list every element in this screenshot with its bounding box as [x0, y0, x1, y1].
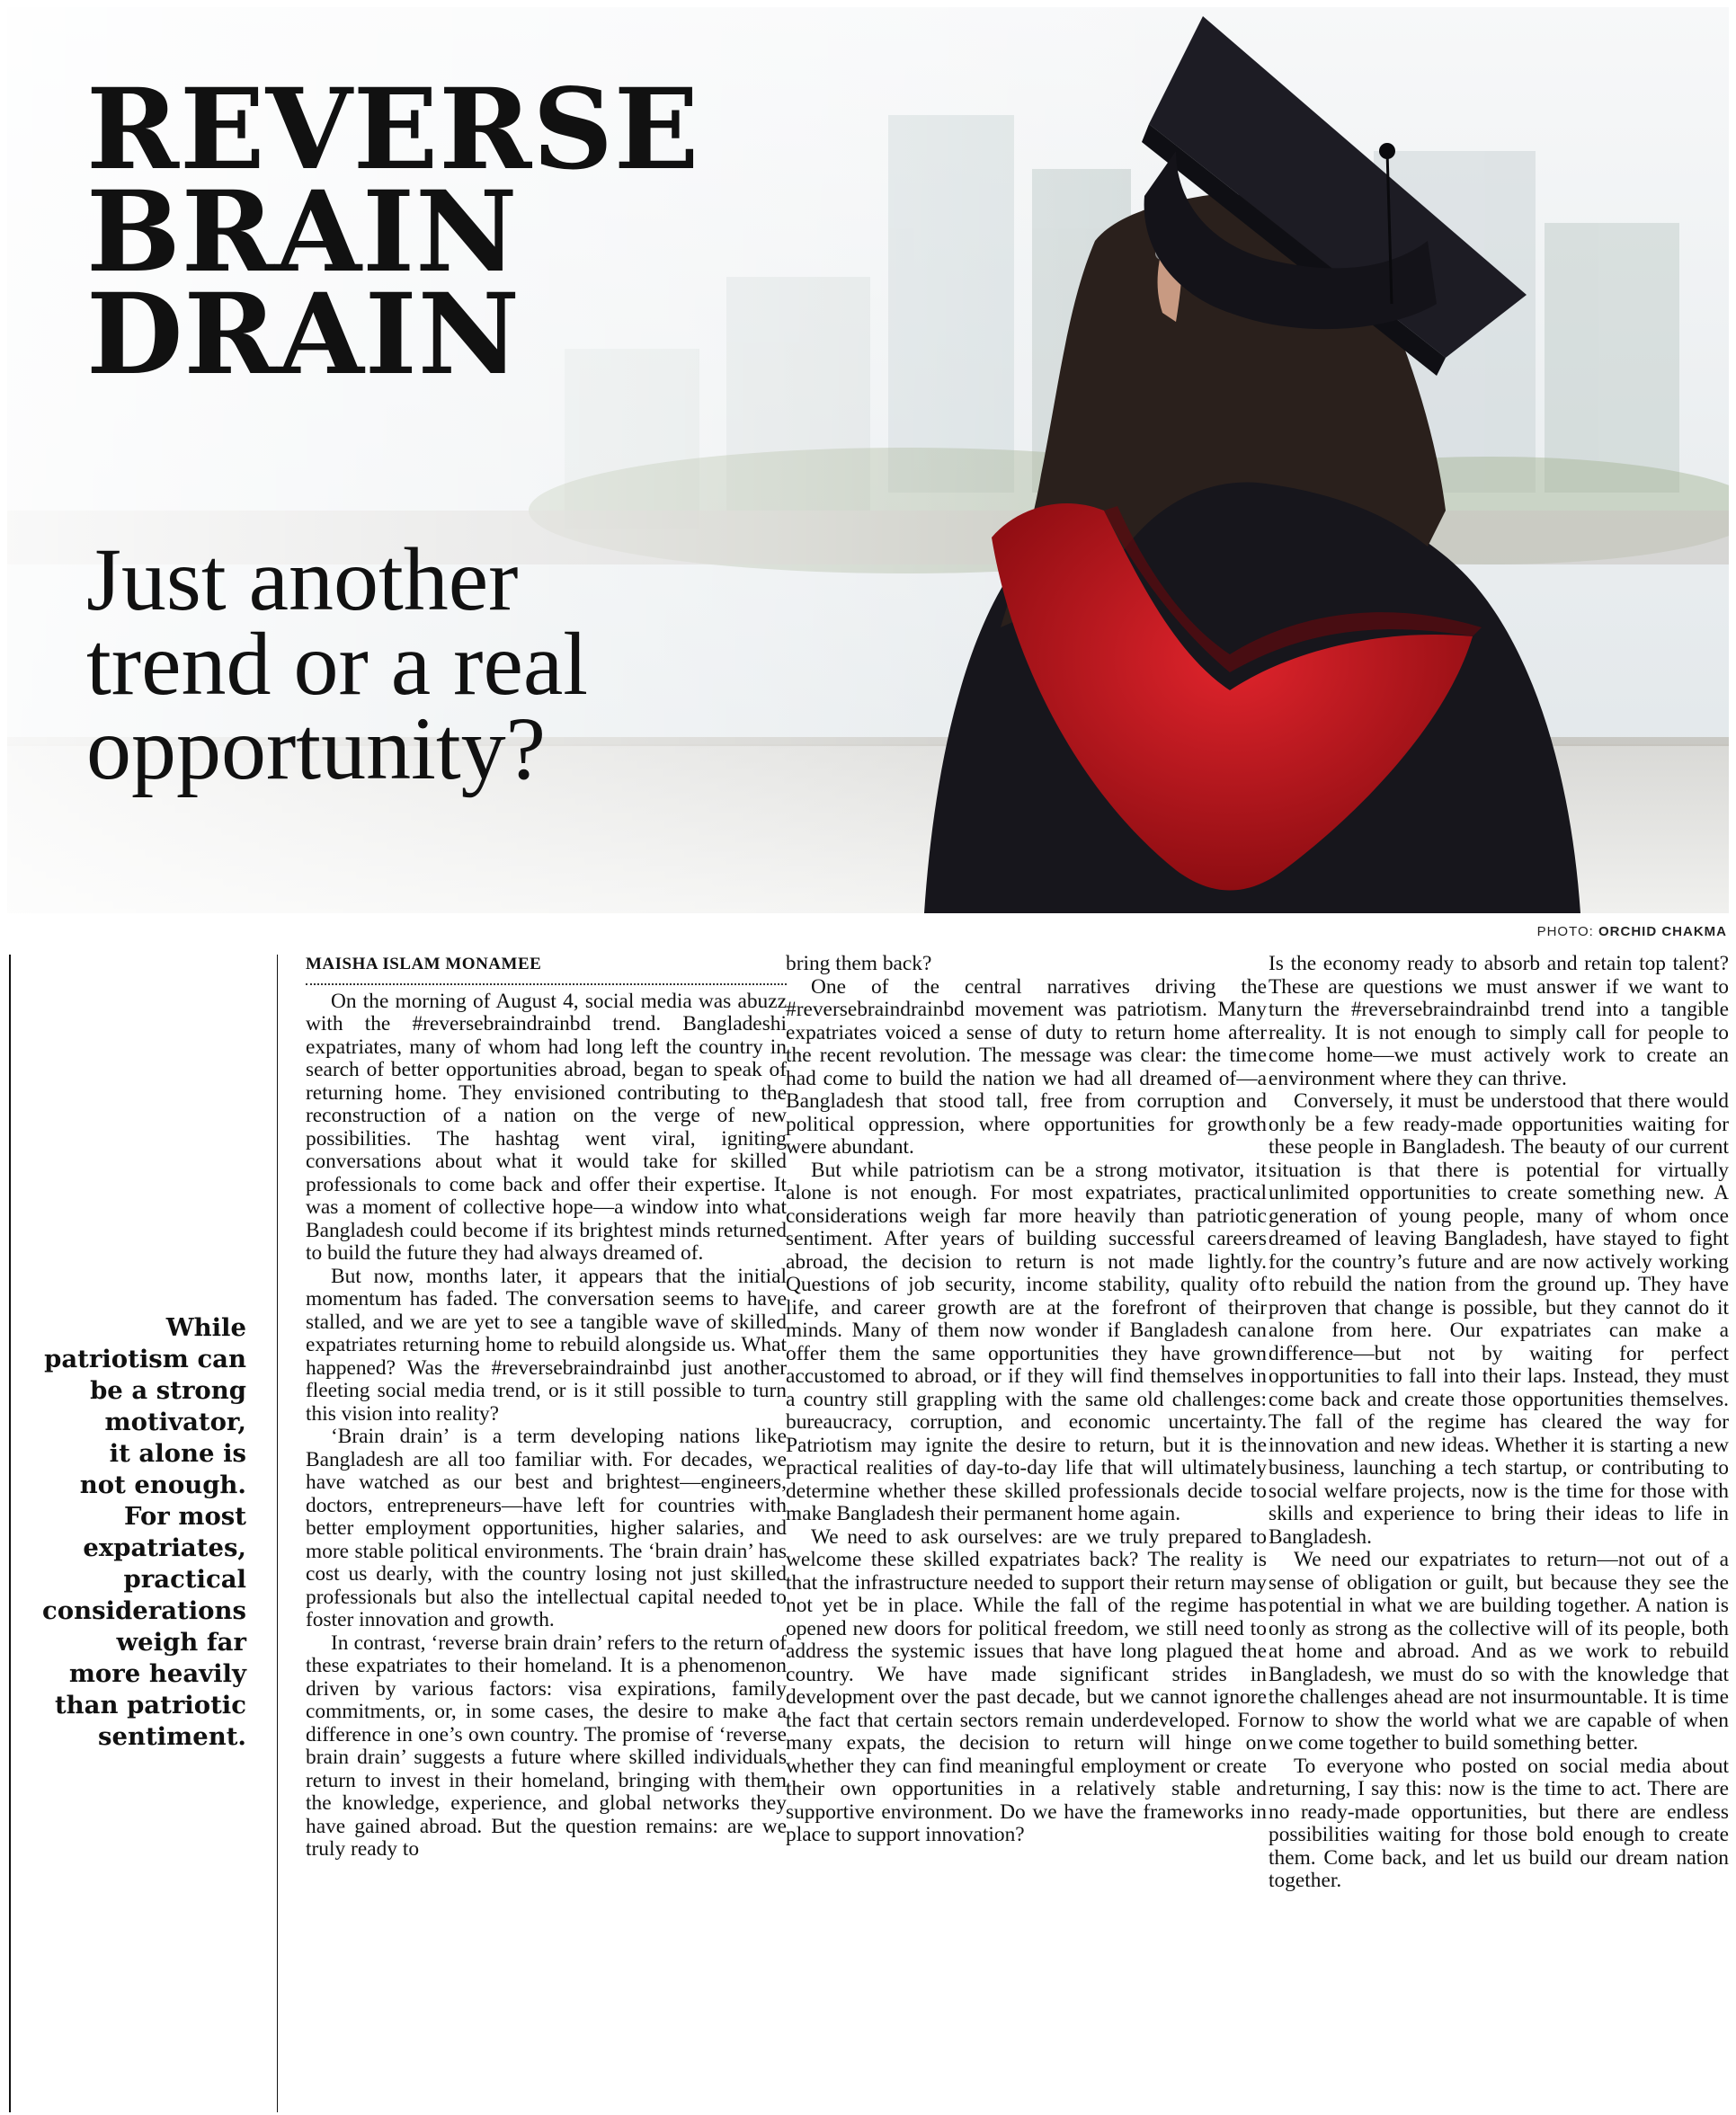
headline-subtitle — [86, 529, 589, 798]
pull-quote-line: motivator, — [104, 1408, 246, 1436]
article-paragraph: In contrast, ‘reverse brain drain’ refers to the return of these expatriates to their homeland. It is a phenomenon driven by various factors: visa expirations, family commitments, or, in some cases, the desire to make a difference in one’s own country. The promise of ‘reverse brain drain’ suggests a future where skilled individuals return to invest in their homeland, bringing with them the knowledge, experience, and global networks they have gained abroad. But the question remains: are we truly ready to — [306, 1631, 787, 1861]
article-paragraph: Conversely, it must be understood that there would only be a few ready-made opportunities waiting for these people in Bangladesh. The beauty of our current situation is that there is potential for virtually unlimited opportunities to create something new. A generation of young people, many of whom once dreamed of leaving Bangladesh, have stayed to fight for the country’s future and are now actively working to rebuild the nation from the ground up. They have proven that change is possible, but they cannot do it alone from here. Our expatriates can make a difference—but not by waiting for perfect opportunities to fall into their laps. Instead, they must come back and create those opportunities themselves. The fall of the regime has cleared the way for innovation and new ideas. Whether it is starting a new business, launching a tech startup, or contributing to social welfare projects, now is the time for those with skills and experience to bring their ideas to life in Bangladesh. — [1269, 1089, 1729, 1549]
article-column-2 — [786, 953, 1267, 1847]
column-rule — [277, 955, 278, 2112]
photo-credit — [1537, 924, 1727, 939]
article-column-3 — [1269, 953, 1729, 1893]
pull-quote-line: For most — [123, 1502, 246, 1531]
left-rule — [9, 955, 11, 2112]
article-paragraph: bring them back? — [786, 952, 932, 975]
article-paragraph: But now, months later, it appears that the initial momentum has faded. The conversation seems to have stalled, and we are yet to see a tangible wave of skilled expatriates returning home to rebuild alongside us. What happened? Was the #reversebraindrainbd just another fleeting social media trend, or is it still possible to turn this vision into reality? — [306, 1264, 787, 1426]
pull-quote-line: patriotism can — [44, 1345, 246, 1373]
article-paragraph: We need to ask ourselves: are we truly prepared to welcome these skilled expatriates back? The reality is that the infrastructure needed to support their return may not yet be in place. While the fall of the regime has opened new doors for political freedom, we still need to address the systemic issues that have long plagued the country. We have made significant strides in development over the past decade, but we cannot ignore the fact that certain sectors remain underdeveloped. For many expats, the decision to return will hinge on whether they can find meaningful employment or create their own opportunities in a relatively stable and supportive environment. Do we have the frameworks in place to support innovation? — [786, 1524, 1267, 1846]
headline-title — [86, 65, 700, 400]
byline: MAISHA ISLAM MONAMEE — [306, 953, 787, 985]
article-paragraph: One of the central narratives driving the #reversebraindrainbd movement was patriotism. Many expatriates voiced a sense of duty to return home after the recent revolution. The message was clear: the time had come to build the nation we had all dreamed of—a Bangladesh that stood tall, free from corruption and political oppression, where opportunities for growth were abundant. — [786, 974, 1267, 1159]
article-paragraph: ‘Brain drain’ is a term developing nations like Bangladesh are all too familiar with. For decades, we have watched as our best and brightest—engineers, doctors, entrepreneurs—have left for countries with better employment opportunities, higher salaries, and more stable political environments. The ‘brain drain’ has cost us dearly, with the country losing not just skilled professionals but also the intellectual capital needed to foster innovation and growth. — [306, 1425, 787, 1631]
article-paragraph: But while patriotism can be a strong motivator, it alone is not enough. For most expatriates, practical considerations weigh far more heavily than patriotic sentiment. After years of building successful careers abroad, the decision to return is not made lightly. Questions of job security, income stability, quality of life, and career growth are at the forefront of their minds. Many of them now wonder if Bangladesh can offer them the same opportunities they have grown accustomed to abroad, or if they will find themselves in a country still grappling with the same old challenges: bureaucracy, corruption, and economic uncertainty. Patriotism may ignite the desire to return, but it is the practical realities of day-to-day life that will ultimately determine whether these skilled professionals decide to make Bangladesh their permanent home again. — [786, 1158, 1267, 1525]
article-paragraph: To everyone who posted on social media about returning, I say this: now is the time to act. There are no ready-made opportunities, but there are endless possibilities waiting for those bold enough to create them. Come back, and let us build our dream nation together. — [1269, 1754, 1729, 1892]
pull-quote-line: considerations — [41, 1596, 246, 1625]
headline-line: BRAIN — [86, 167, 519, 298]
photo-credit-name: ORCHID CHAKMA — [1598, 924, 1727, 939]
hero-photo — [7, 7, 1729, 913]
article-paragraph: Is the economy ready to absorb and retain top talent? These are questions we must answer if we want to turn the #reversebraindrainbd trend into a tangible reality. It is not enough to simply call for people to come home—we must actively work to create an environment where they can thrive. — [1269, 952, 1729, 1090]
pull-quote-line: expatriates, — [83, 1533, 246, 1562]
pull-quote-line: practical — [123, 1565, 246, 1594]
article-column-1 — [306, 953, 787, 1862]
pull-quote-line: more heavily — [68, 1659, 246, 1688]
pull-quote-line: than patriotic — [54, 1691, 246, 1720]
pull-quote-line: be a strong — [90, 1376, 246, 1405]
pull-quote-line: sentiment. — [98, 1722, 246, 1751]
headline-line: DRAIN — [86, 270, 521, 400]
headline-line: REVERSE — [86, 65, 700, 195]
pull-quote-line: While — [165, 1313, 246, 1342]
subtitle-line: opportunity? — [86, 698, 547, 798]
pull-quote — [27, 1312, 246, 1753]
pull-quote-line: not enough. — [79, 1471, 246, 1499]
subtitle-line: trend or a real — [86, 614, 589, 714]
subtitle-line: Just another — [86, 529, 519, 629]
pull-quote-line: it alone is — [109, 1439, 246, 1468]
article-paragraph: We need our expatriates to return—not out of a sense of obligation or guilt, but because they see the potential in what we are building together. A nation is only as strong as the collective will of its people, both at home and abroad. And as we work to rebuild Bangladesh, we must do so with the knowledge that the challenges ahead are not insurmountable. It is time now to show the world what we are capable of when we come together to build something better. — [1269, 1548, 1729, 1755]
photo-credit-label: PHOTO: — [1536, 924, 1594, 939]
article-paragraph: On the morning of August 4, social media was abuzz with the #reversebraindrainbd trend. Bangladeshi expatriates, many of whom had long left the country in search of better opportunities abroad, began to speak of returning home. They envisioned contributing to the reconstruction of a nation on the verge of new possibilities. The hashtag went viral, igniting conversations about what it would take for skilled professionals to come back and offer their expertise. It was a moment of collective hope—a window into what Bangladesh could become if its brightest minds returned to build the future they had always dreamed of. — [306, 989, 787, 1265]
pull-quote-line: weigh far — [116, 1628, 246, 1657]
